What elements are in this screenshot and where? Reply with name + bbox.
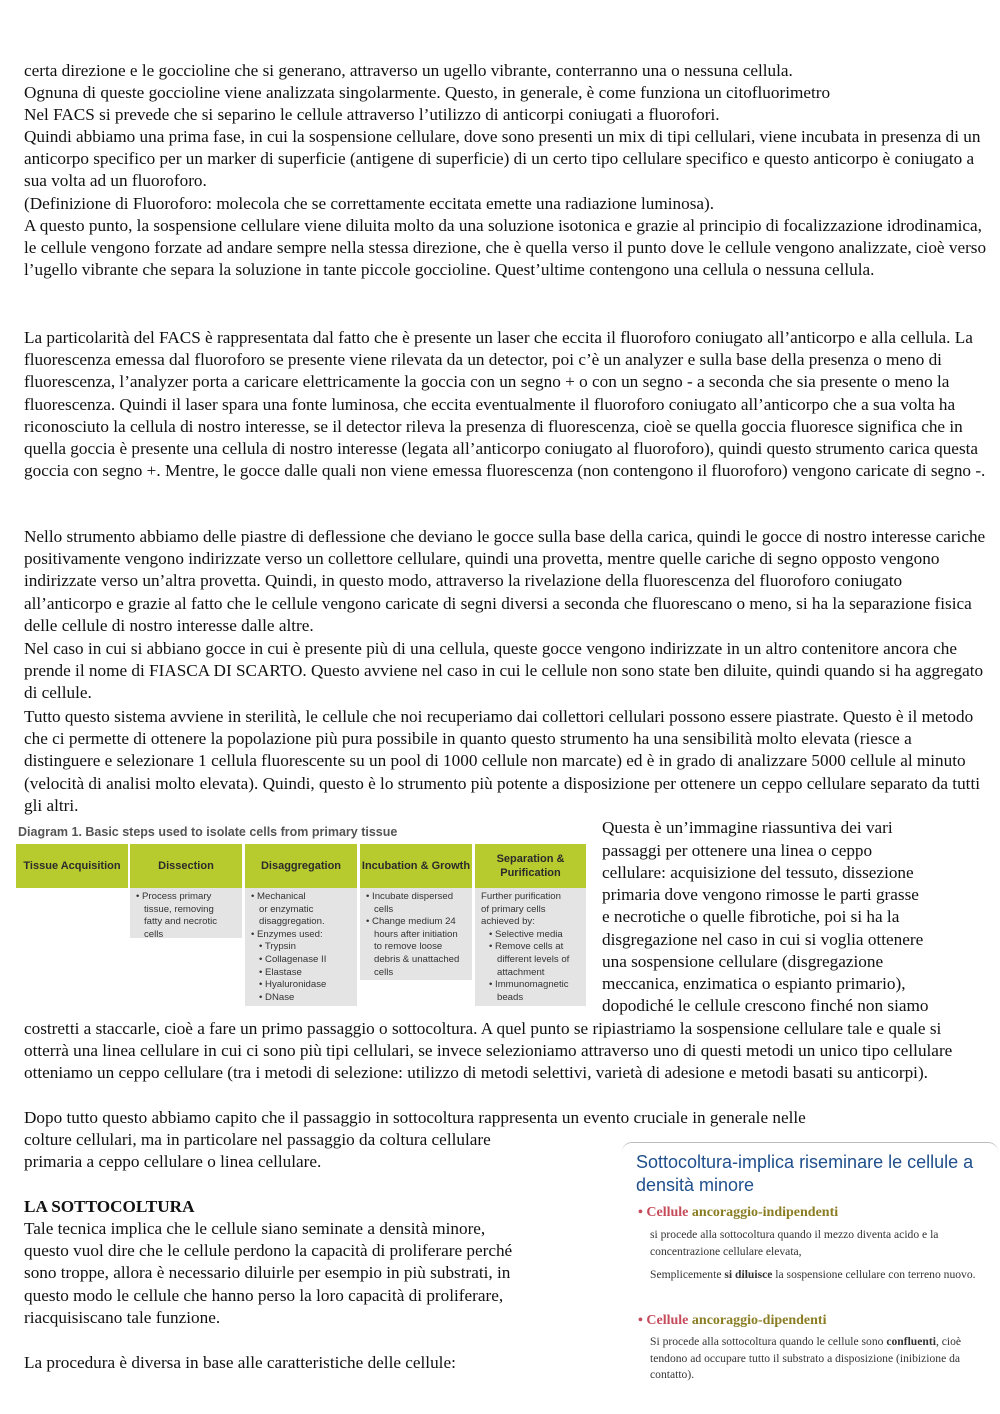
diagram-column-body [475,888,586,1006]
diagram-line: cells [144,928,164,940]
text-line: riacquisiscano tale funzione. [24,1308,221,1327]
diagram-line: • Enzymes used: [251,928,323,940]
paragraph: Nello strumento abbiamo delle piastre di deflessione che deviano le gocce sulla base della carica, quindi le gocce di nostro interesse cariche positivamente vengono indirizzate verso un collettore cellulare, quindi una provetta, mentre quelle cariche di segno opposto vengono indirizzate verso un’altra provetta. Quindi, in questo modo, attraverso la rivelazione della fluorescenza del fluoroforo coniugato all’anticorpo e grazie al fatto che le cellule vengono caricate di segni diversi a seconda che fluorescano o meno, si ha la separazione fisica delle cellule di nostro interesse dalle altre. [24,527,986,635]
text-span: Semplicemente [650,1268,722,1281]
diagram-line: • Change medium 24 [366,916,456,928]
diagram-line: • Selective media [489,928,563,940]
diagram-line: • Process primary [136,891,212,902]
text-line: questo modo le cellule che hanno perso la loro capacità di proliferare, [24,1286,504,1305]
paragraph: Quindi abbiamo una prima fase, in cui la sospensione cellulare, dove sono presenti un mix di tipi cellulari, viene incubata in presenza di un anticorpo specifico per un marker di superficie (antigene di superficie) di un certo tipo cellulare specifico e questo anticorpo è coniugato a sua volta ad un fluoroforo. [24,127,981,191]
diagram-line: disaggregation. [259,916,325,928]
box-item-text [650,1334,996,1384]
diagram-column-incubation [360,844,472,1006]
diagram-line: • Trypsin [259,941,296,953]
heading-rest: ancoraggio-dipendenti [691,1313,827,1328]
heading-rest: ancoraggio-indipendenti [691,1205,839,1220]
diagram-column-body [130,888,242,938]
diagram-line: • DNase [259,991,295,1003]
box-item-heading [638,1313,826,1329]
text-line: colture cellulari, ma in particolare nel passaggio da coltura cellulare [24,1130,491,1149]
paragraph: Nel FACS si prevede che si separino le cellule attraverso l’utilizzo di anticorpi coniugati a fluorofori. [24,105,720,124]
diagram-line: different levels of [497,953,570,965]
diagram-column-dissection [130,844,242,1006]
paragraph: Nel caso in cui si abbiano gocce in cui è presente più di una cellula, queste gocce vengono indirizzate in un altro contenitore ancora che prende il nome di FIASCA DI SCARTO. Questo avviene nel caso in cui le cellule non sono state ben diluite, quindi quando si ha aggregato di cellule. [24,639,984,703]
diagram-line: • Incubate dispersed [366,891,454,902]
text-line: una sospensione cellulare (disgregazione [602,952,884,971]
diagram-figure [16,824,586,1006]
diagram-line: beads [497,991,524,1003]
box-item-text [650,1267,996,1284]
paragraph: costretti a staccarle, cioè a fare un primo passaggio o sottocoltura. A quel punto se ripiastriamo la sospensione cellulare tale e quale si otterrà una linea cellulare in cui ci sono più tipi cellulari, se invece selezioniamo attraverso uno di questi metodi un unico tipo cellulare otteniamo un ceppo cellulare (tra i metodi di selezione: utilizzo di metodi selettivi, varietà di adesione e metodi basati su anticorpi). [24,1019,953,1083]
paragraph: Tutto questo sistema avviene in sterilità, le cellule che noi recuperiamo dai collettori cellulari possono essere piastrate. Questo è il metodo che ci permette di ottenere la popolazione più pura possibile in quanto questo strumento ha una sensibilità molto elevata (riesce a distinguere e selezionare 1 cellula fluorescente su un pool di 1000 cellule non marcate) ed è in grado di analizzare 5000 cellule al minuto (velocità di analisi molto elevata). Quindi, questo è lo strumento più potente a disposizione per ottenere un ceppo cellulare separato da tutti gli altri. [24,707,980,815]
text-line: primaria a ceppo cellulare o linea cellulare. [24,1152,322,1171]
text-line: meccanica, enzimatica o espianto primario), [602,974,906,993]
diagram-column-body [245,888,357,1006]
text-line: sono troppe, allora è necessario diluirle per esempio in più substrati, in [24,1263,511,1282]
diagram-line: hours after initiation [374,928,458,940]
diagram-column-header: Disaggregation [245,844,357,888]
diagram-column-header: Tissue Acquisition [16,844,128,888]
diagram-line: • Remove cells at [489,941,564,953]
diagram-column-header: Dissection [130,844,242,888]
diagram-line: attachment [497,966,545,978]
diagram-title: Diagram 1. Basic steps used to isolate cells from primary tissue [18,825,398,839]
diagram-line: • Immunomagnetic [489,979,569,991]
paragraph: La particolarità del FACS è rappresentata dal fatto che è presente un laser che eccita il fluoroforo coniugato all’anticorpo e alla cellula. La fluorescenza emessa dal fluoroforo se presente viene rilevata da un detector, poi c’è un analyzer e sulla base della presenza o meno di fluorescenza, l’analyzer porta a caricare elettricamente la goccia con un segno + o con un segno - a seconda che sia presente o meno la fluorescenza. Quindi il laser spara una fonte luminosa, che eccita eventualmente il fluoroforo coniugato all’anticorpo che a sua volta ha riconosciuto la cellula di nostro interesse, se il detector rileva la presenza di fluorescenza, cioè se quella goccia fluoresce significa che in quella goccia è presente una cellula di nostro interesse (legata all’anticorpo coniugato al fluoroforo), quindi questo strumento carica questa goccia con segno +. Mentre, le gocce dalle quali non viene emessa fluorescenza (non contengono il fluoroforo) vengono caricate di segno -. [24,328,986,481]
text-line: cellulare: acquisizione del tessuto, dissezione [602,863,914,882]
text-line: e necrotiche o quelle fibrotiche, poi si ha la [602,907,900,926]
diagram-line: tissue, removing [144,903,214,915]
diagram-column-header: Separation & Purification [475,844,586,888]
diagram-column-disaggregation [245,844,357,1006]
box-item-text: si procede alla sottocoltura quando il mezzo diventa acido e la concentrazione cellulare elevata, [650,1228,939,1258]
paragraph: certa direzione e le goccioline che si generano, attraverso un ugello vibrante, conterranno una o nessuna cellula. [24,61,793,80]
text-line: questo vuol dire che le cellule perdono la capacità di proliferare perché [24,1241,513,1260]
diagram-line: to remove loose [374,941,443,953]
text-span-bold: si diluisce [724,1268,773,1281]
diagram-column-body [360,888,472,980]
text-span: Si procede alla sottocoltura quando le cellule sono [650,1335,884,1348]
diagram-column-header: Incubation & Growth [360,844,472,888]
diagram-column-separation [475,844,586,1006]
text-line: dopodiché le cellule crescono finché non siamo [602,996,929,1015]
diagram-line: cells [374,966,394,978]
section-title: LA SOTTOCOLTURA [24,1197,195,1216]
text-line: primaria dove vengono rimosse le parti grasse [602,885,919,904]
diagram-line: or enzymatic [259,903,314,915]
text-line: Questa è un’immagine riassuntiva dei vari [602,818,893,837]
diagram-line: • Collagenase II [259,953,327,965]
diagram-line: • Hyaluronidase [259,979,327,991]
paragraph: (Definizione di Fluoroforo: molecola che se correttamente eccitata emette una radiazione luminosa). [24,194,715,213]
text-line: La procedura è diversa in base alle caratteristiche delle cellule: [24,1353,456,1372]
heading-lead: Cellule [646,1205,689,1220]
bullet: • [638,1205,643,1220]
text-line: disgregazione nel caso in cui si voglia ottenere [602,930,924,949]
text-line: Tale tecnica implica che le cellule siano seminate a densità minore, [24,1219,486,1238]
heading-lead: Cellule [646,1313,689,1328]
diagram-line: • Elastase [259,966,302,978]
text-span-bold: confluenti [886,1335,936,1348]
paragraph: Ognuna di queste goccioline viene analizzata singolarmente. Questo, in generale, è come funziona un citofluorimetro [24,83,831,102]
diagram-line: cells [374,903,394,915]
bullet: • [638,1313,643,1328]
paragraph: Dopo tutto questo abbiamo capito che il passaggio in sottocoltura rappresenta un evento cruciale in generale nelle [24,1108,806,1127]
diagram-line: achieved by: [481,916,535,928]
box-item-heading [638,1205,838,1221]
diagram-line: Further purification [481,891,561,902]
diagram-line: of primary cells [481,903,546,915]
sottocoltura-box [622,1142,998,1387]
box-title: Sottocoltura-implica riseminare le cellule a densità minore [636,1152,974,1195]
diagram-line: fatty and necrotic [144,916,218,928]
diagram-line: • Mechanical [251,891,306,902]
diagram-line: debris & unattached [374,953,460,965]
text-span: , cioè tendono ad occupare tutto il substrato a disposizione (inibizione da contatto). [650,1335,962,1382]
paragraph: A questo punto, la sospensione cellulare viene diluita molto da una soluzione isotonica e grazie al principio di focalizzazione idrodinamica, le cellule vengono forzate ad andare sempre nella stessa direzione, che è quella verso il punto dove le cellule vengono analizzate, cioè verso l’ugello vibrante che separa la soluzione in tante piccole goccioline. Quest’ultime contengono una cellula o nessuna cellula. [24,216,987,280]
text-span: la sospensione cellulare con terreno nuovo. [775,1268,976,1281]
diagram-column-tissue-acquisition [16,844,128,1006]
text-line: passaggi per ottenere una linea o ceppo [602,841,873,860]
